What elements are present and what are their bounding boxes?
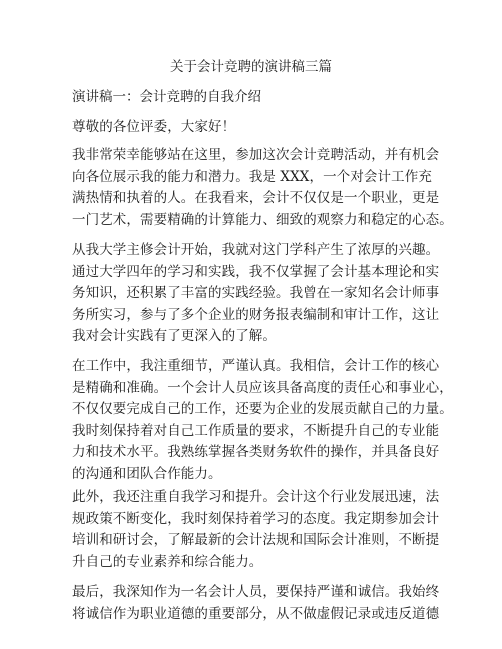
text-line: 的沟通和团队合作能力。 (72, 465, 222, 482)
text-line: 我时刻保持着对自己工作质量的要求，不断提升自己的专业能 (72, 422, 440, 439)
text-line: 务知识，还积累了丰富的实践经验。我曾在一家知名会计师事 (72, 285, 440, 301)
text-line: 我非常荣幸能够站在这里，参加这次会计竞聘活动，并有机会 (72, 147, 440, 163)
paragraph-self-learning (72, 487, 440, 573)
paragraph-introduction (72, 145, 453, 231)
paragraph-work-attitude (72, 356, 453, 485)
paragraph-greeting (72, 117, 432, 139)
text-line: 向各位展示我的能力和潜力。我是 XXX，一个对会计工作充 (72, 168, 432, 185)
paragraph-integrity (72, 582, 440, 625)
text-line: 务所实习，参与了多个企业的财务报表编制和审计工作，这让 (72, 306, 440, 323)
text-line: 是精确和准确。一个会计人员应该具备高度的责任心和事业心， (72, 379, 453, 396)
text-line: 最后，我深知作为一名会计人员，要保持严谨和诚信。我始终 (72, 584, 440, 600)
section-heading: 演讲稿一：会计竞聘的自我介绍 (72, 89, 261, 105)
text-line: 此外，我还注重自我学习和提升。会计这个行业发展迅速，法 (72, 489, 440, 505)
text-line: 将诚信作为职业道德的重要部分，从不做虚假记录或违反道德 (72, 605, 440, 622)
document-title: 关于会计竞聘的演讲稿三篇 (170, 59, 332, 75)
text-line: 不仅仅要完成自己的工作，还要为企业的发展贡献自己的力量。 (72, 401, 453, 417)
text-line: 通过大学四年的学习和实践，我不仅掌握了会计基本理论和实 (72, 263, 440, 280)
text-line: 培训和研讨会，了解最新的会计法规和国际会计准则，不断提 (72, 532, 440, 548)
text-line: 满热情和执着的人。在我看来，会计不仅仅是一个职业，更是 (72, 190, 440, 206)
text-line: 在工作中，我注重细节，严谨认真。我相信，会计工作的核心 (72, 358, 440, 374)
text-line: 力和技术水平。我熟练掌握各类财务软件的操作，并具备良好 (72, 444, 440, 460)
paragraph-education (72, 240, 440, 348)
text-line: 我对会计实践有了更深入的了解。 (72, 328, 276, 344)
text-line: 从我大学主修会计开始，我就对这门学科产生了浓厚的兴趣。 (72, 242, 440, 258)
text-line: 尊敬的各位评委，大家好！ (72, 119, 236, 135)
text-line: 升自己的专业素养和综合能力。 (72, 553, 263, 570)
text-line: 规政策不断变化，我时刻保持着学习的态度。我定期参加会计 (72, 510, 440, 527)
text-line: 一门艺术，需要精确的计算能力、细致的观察力和稳定的心态。 (72, 211, 453, 228)
